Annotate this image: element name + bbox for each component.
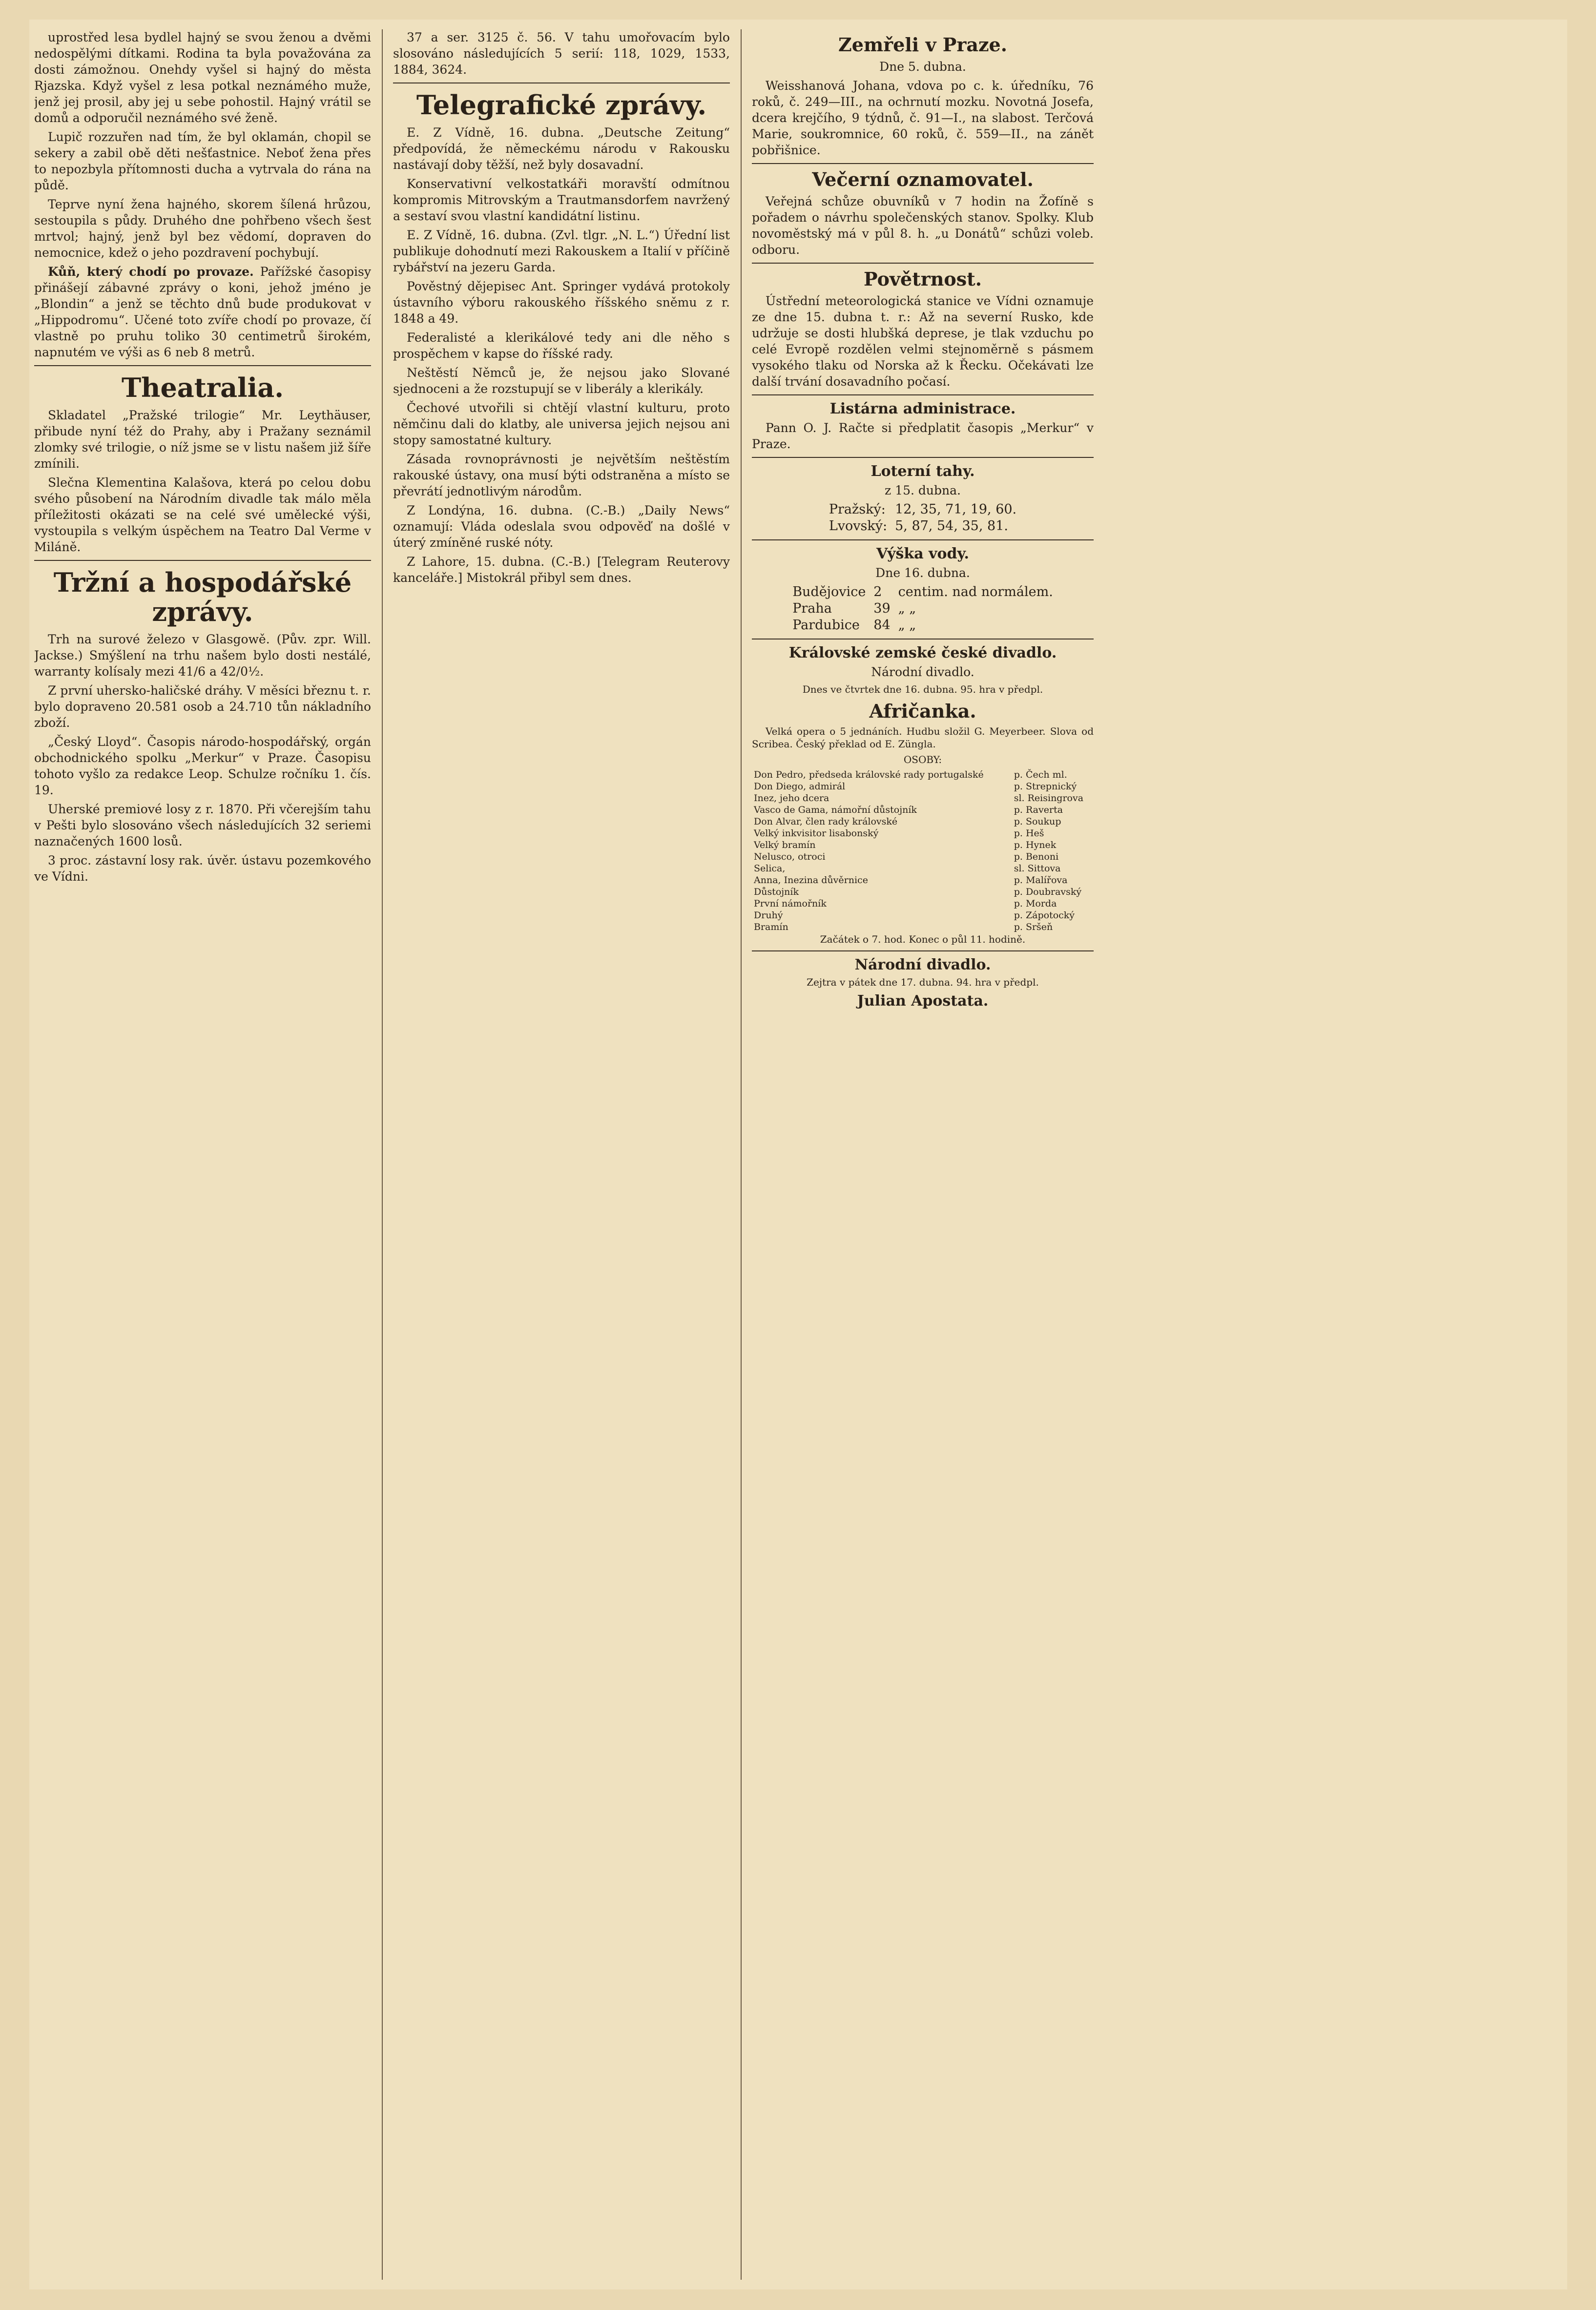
telegraph-item: E. Z Vídně, 16. dubna. „Deutsche Zeitung“ předpovídá, že německému národu v Rakousku nastávají doby těžší, než byly dosavadní. — [393, 125, 730, 172]
market-item: Z první uhersko-haličské dráhy. V měsíci březnu t. r. bylo dopraveno 20.581 osob a 24.710 tůn nákladního zboží. — [34, 683, 371, 730]
water-place: Praha — [792, 601, 832, 616]
role: Důstojník — [754, 887, 799, 897]
water-place: Pardubice — [792, 618, 860, 633]
telegraph-item: Zásada rovnoprávnosti je největším neštěstím rakouské ústavy, ona musí býti odstraněna a místo se převrátí jednotlivým národům. — [393, 452, 730, 498]
table-row — [788, 617, 1057, 634]
theatre-title: Královské zemské české divadlo. — [788, 644, 1057, 661]
actor: p. Zápotocký — [1014, 910, 1075, 921]
weather-title: Povětrnost. — [864, 268, 982, 290]
table-row — [752, 863, 1094, 874]
actor: sl. Sittova — [1014, 863, 1061, 874]
column-1 — [34, 29, 371, 2280]
telegraph-item: Z Londýna, 16. dubna. (C.-B.) „Daily News“ oznamují: Vláda odeslala svou odpověď na došlé v úterý zmíněné ruské nóty. — [393, 503, 730, 550]
actor: sl. Reisingrova — [1014, 793, 1084, 804]
column-rule — [382, 29, 383, 2280]
theatralia-item: Skladatel „Pražské trilogie“ Mr. Leythäuser, přibude nyní též do Prahy, aby i Pražany seznámil zlomky své trilogie, o níž jsme se v listu našem již šíře zmínili. — [34, 408, 371, 471]
market-item: „Český Lloyd“. Časopis národo-hospodářský, orgán obchodnického spolku „Merkur“ v Praze. Časopisu tohoto vyšlo za redakce Leop. Schulze ročníku 1. čís. 19. — [34, 735, 371, 797]
actor: p. Strepnický — [1014, 781, 1077, 792]
actor: p. Malířova — [1014, 875, 1068, 886]
divider — [393, 82, 730, 83]
role: Anna, Inezina důvěrnice — [754, 875, 868, 886]
theatre-line: Dnes ve čtvrtek dne 16. dubna. 95. hra v předpl. — [802, 683, 1043, 695]
column-3 — [752, 29, 1094, 2280]
role: Don Alvar, člen rady královské — [754, 816, 898, 827]
newspaper-page — [29, 20, 1567, 2289]
roles-table — [752, 769, 1094, 933]
role: Nelusco, otroci — [754, 851, 826, 862]
lottery-table — [825, 501, 1020, 535]
table-row — [752, 898, 1094, 909]
market-title: Tržní a hospodářské zprávy. — [53, 567, 352, 627]
table-row — [825, 501, 1020, 518]
telegraph-item: Pověstný dějepisec Ant. Springer vydává protokoly ústavního výboru rakouského říšského sněmu z r. 1848 a 49. — [393, 279, 730, 326]
market-item: Trh na surové železo v Glasgowě. (Pův. zpr. Will. Jackse.) Smýšlení na trhu našem bylo dosti nestálé, warranty kolísaly mezi 41/6 a 42/0½. — [34, 632, 371, 679]
actor: p. Hynek — [1014, 840, 1057, 850]
divider — [752, 950, 1094, 951]
actor: p. Heš — [1014, 828, 1044, 839]
next-line: Zejtra v pátek dne 17. dubna. 94. hra v předpl. — [807, 976, 1039, 988]
table-row — [752, 909, 1094, 921]
role: Selica, — [754, 863, 786, 874]
lottery-city: Pražský: — [829, 502, 886, 517]
telegraph-item: Neštěstí Němců je, že nejsou jako Slované sjednoceni a že rozstupují se v liberály a klerikály. — [393, 366, 730, 396]
lottery-date: z 15. dubna. — [885, 483, 961, 497]
water-table — [788, 584, 1057, 634]
divider — [34, 560, 371, 561]
actor: p. Doubravský — [1014, 887, 1082, 897]
role: Vasco de Gama, námořní důstojník — [754, 804, 917, 815]
table-row — [788, 584, 1057, 600]
table-row — [788, 600, 1057, 617]
theatralia-title: Theatralia. — [122, 372, 284, 403]
lottery-title: Loterní tahy. — [871, 463, 975, 480]
divider — [752, 457, 1094, 458]
telegraph-item: Konservativní velkostatkáři moravští odmítnou kompromis Mitrovským a Trautmansdorfem navržený a sestaví svou vlastní kandidátní listinu. — [393, 177, 730, 223]
role: Velký inkvisitor lisabonský — [754, 828, 879, 839]
divider — [752, 539, 1094, 540]
weather-text: Ústřední meteorologická stanice ve Vídni oznamuje ze dne 15. dubna t. r.: Až na severní Rusko, kde udržuje se dosti hlubšká deprese, je tlak vzduchu po celé Evropě rozdělen velmi stejnoměrně s pásmem vysokého tlaku od Norska až k Řecku. Očekávati lze další trvání dosavadního počasí. — [752, 294, 1094, 389]
role: Druhý — [754, 910, 783, 921]
next-play: Julian Apostata. — [857, 992, 989, 1010]
kun-heading: Kůň, který chodí po provaze. — [48, 265, 254, 279]
actor: p. Benoni — [1014, 851, 1059, 862]
role: Velký bramín — [754, 840, 816, 850]
table-row — [752, 874, 1094, 886]
story-paragraph: Teprve nyní žena hajného, skorem šílená hrůzou, sestoupila s půdy. Druhého dne pohřbeno všech šest mrtvol; hajný, jenž byl bez vědomí, dopraven do nemocnice, kdež o jeho pozdravení pochybují. — [34, 197, 371, 260]
divider — [752, 163, 1094, 164]
actor: p. Sršeň — [1014, 922, 1053, 932]
evening-title: Večerní oznamovatel. — [812, 168, 1034, 190]
deaths-title: Zemřeli v Praze. — [838, 34, 1007, 56]
role: Bramín — [754, 922, 788, 932]
table-row — [752, 839, 1094, 851]
telegraph-item: Z Lahore, 15. dubna. (C.-B.) [Telegram Reuterovy kanceláře.] Mistokrál přibyl sem dnes. — [393, 555, 730, 585]
table-row — [752, 781, 1094, 792]
telegraph-item: E. Z Vídně, 16. dubna. (Zvl. tlgr. „N. L.“) Úřední list publikuje dohodnutí mezi Rakouskem a Italií v příčině rybářství na jezeru Garda. — [393, 228, 730, 274]
next-title: Národní divadlo. — [854, 956, 991, 973]
actor: p. Morda — [1014, 898, 1057, 909]
lottery-numbers: 5, 87, 54, 35, 81. — [895, 518, 1008, 534]
theatralia-item: Slečna Klementina Kalašova, která po celou dobu svého působení na Národním divadle tak málo měla příležitosti okázati se na celé své umělecké výši, vystoupila s velkým úspěchem na Teatro Dal Verme v Miláně. — [34, 475, 371, 554]
divider — [752, 394, 1094, 395]
table-row — [752, 804, 1094, 816]
water-unit: centim. nad normálem. — [898, 584, 1053, 599]
roles-title: OSOBY: — [903, 754, 942, 765]
lottery-city: Lvovský: — [829, 518, 888, 534]
telegraph-item: Čechové utvořili si chtějí vlastní kulturu, proto němčinu dali do klatby, ale universa jejich nejsou ani stopy samostatné kultury. — [393, 401, 730, 447]
table-row — [752, 769, 1094, 781]
opera-description: Velká opera o 5 jednáních. Hudbu složil G. Meyerbeer. Slova od Scribea. Český překlad od E. Züngla. — [752, 725, 1094, 750]
table-row — [752, 827, 1094, 839]
table-row — [752, 792, 1094, 804]
story-paragraph: Lupič rozzuřen nad tím, že byl oklamán, chopil se sekery a zabil obě děti nešťastnice. Neboť žena přes to nepozbyla přítomnosti ducha a vytrvala do rána na půdě. — [34, 130, 371, 192]
water-value: 39 — [873, 601, 891, 616]
telegraph-title: Telegrafické zprávy. — [416, 89, 707, 121]
water-unit: „ „ — [898, 601, 916, 616]
telegraph-item: Federalisté a klerikálové tedy ani dle něho s prospěchem v kapse do říšské rady. — [393, 330, 730, 361]
listarna-title: Listárna administrace. — [829, 400, 1016, 417]
kun-text: Pařížské časopisy přinášejí zábavné zprávy o koni, jehož jméno je „Blondin“ a jenž se těchto dnů bude produkovat v „Hippodromu“. Učené toto zvíře chodí po provaze, čí vlastně po pruhu toliko 30 centimetrů širokém, napnutém ve výši as 6 neb 8 metrů. — [34, 265, 371, 359]
deaths-text: Weisshanová Johana, vdova po c. k. úředníku, 76 roků, č. 249—III., na ochrnutí mozku. Novotná Josefa, dcera krejčího, 9 týdnů, č. 91—I., na slabost. Terčová Marie, soukromnice, 60 roků, č. 559—II., na zánět pobřišnice. — [752, 79, 1094, 157]
theatre-end: Začátek o 7. hod. Konec o půl 11. hodině. — [820, 933, 1026, 945]
actor: p. Čech ml. — [1014, 769, 1067, 780]
theatre-subtitle: Národní divadlo. — [871, 665, 974, 679]
evening-text: Veřejná schůze obuvníků v 7 hodin na Žofíně s pořadem o návrhu společenských stanov. Spolky. Klub novoměstský má v půl 8. h. „u Donátů“ schůzi voleb. odboru. — [752, 194, 1094, 257]
opera-title: Afričanka. — [869, 700, 976, 722]
water-value: 2 — [873, 584, 882, 599]
role: Don Diego, admirál — [754, 781, 846, 792]
role: Don Pedro, předseda královské rady portugalské — [754, 769, 984, 780]
water-place: Budějovice — [792, 584, 866, 599]
divider — [34, 365, 371, 366]
table-row — [825, 518, 1020, 535]
actor: p. Soukup — [1014, 816, 1061, 827]
actor: p. Raverta — [1014, 804, 1063, 815]
column-rule — [741, 29, 742, 2280]
table-row — [752, 921, 1094, 933]
column-2 — [393, 29, 730, 2280]
divider — [752, 263, 1094, 264]
role: Inez, jeho dcera — [754, 793, 829, 804]
table-row — [752, 851, 1094, 863]
water-date: Dne 16. dubna. — [875, 566, 970, 580]
table-row — [752, 886, 1094, 898]
listarna-text: Pann O. J. Račte si předplatit časopis „Merkur“ v Praze. — [752, 421, 1094, 451]
deaths-date: Dne 5. dubna. — [879, 60, 966, 74]
table-row — [752, 816, 1094, 827]
lead-paragraph: 37 a ser. 3125 č. 56. V tahu umořovacím bylo slosováno následujících 5 serií: 118, 1029, 1533, 1884, 3624. — [393, 30, 730, 77]
story-paragraph: uprostřed lesa bydlel hajný se svou ženou a dvěmi nedospělými dítkami. Rodina ta byla považována za dosti zámožnou. Onehdy vyšel si hajný do města Rjazska. Když vyšel z lesa potkal neznámého muže, jenž jej prosil, aby jej u sebe pohostil. Hajný vrátil se domů a odporučil neznámého své ženě. — [34, 30, 371, 125]
role: První námořník — [754, 898, 827, 909]
lottery-numbers: 12, 35, 71, 19, 60. — [895, 502, 1017, 517]
water-title: Výška vody. — [876, 545, 969, 562]
water-unit: „ „ — [898, 618, 916, 633]
market-item: Uherské premiové losy z r. 1870. Při včerejším tahu v Pešti bylo slosováno všech následujících 32 seriemi naznačených 1600 losů. — [34, 802, 371, 848]
market-item: 3 proc. zástavní losy rak. úvěr. ústavu pozemkového ve Vídni. — [34, 853, 371, 884]
water-value: 84 — [873, 618, 891, 633]
